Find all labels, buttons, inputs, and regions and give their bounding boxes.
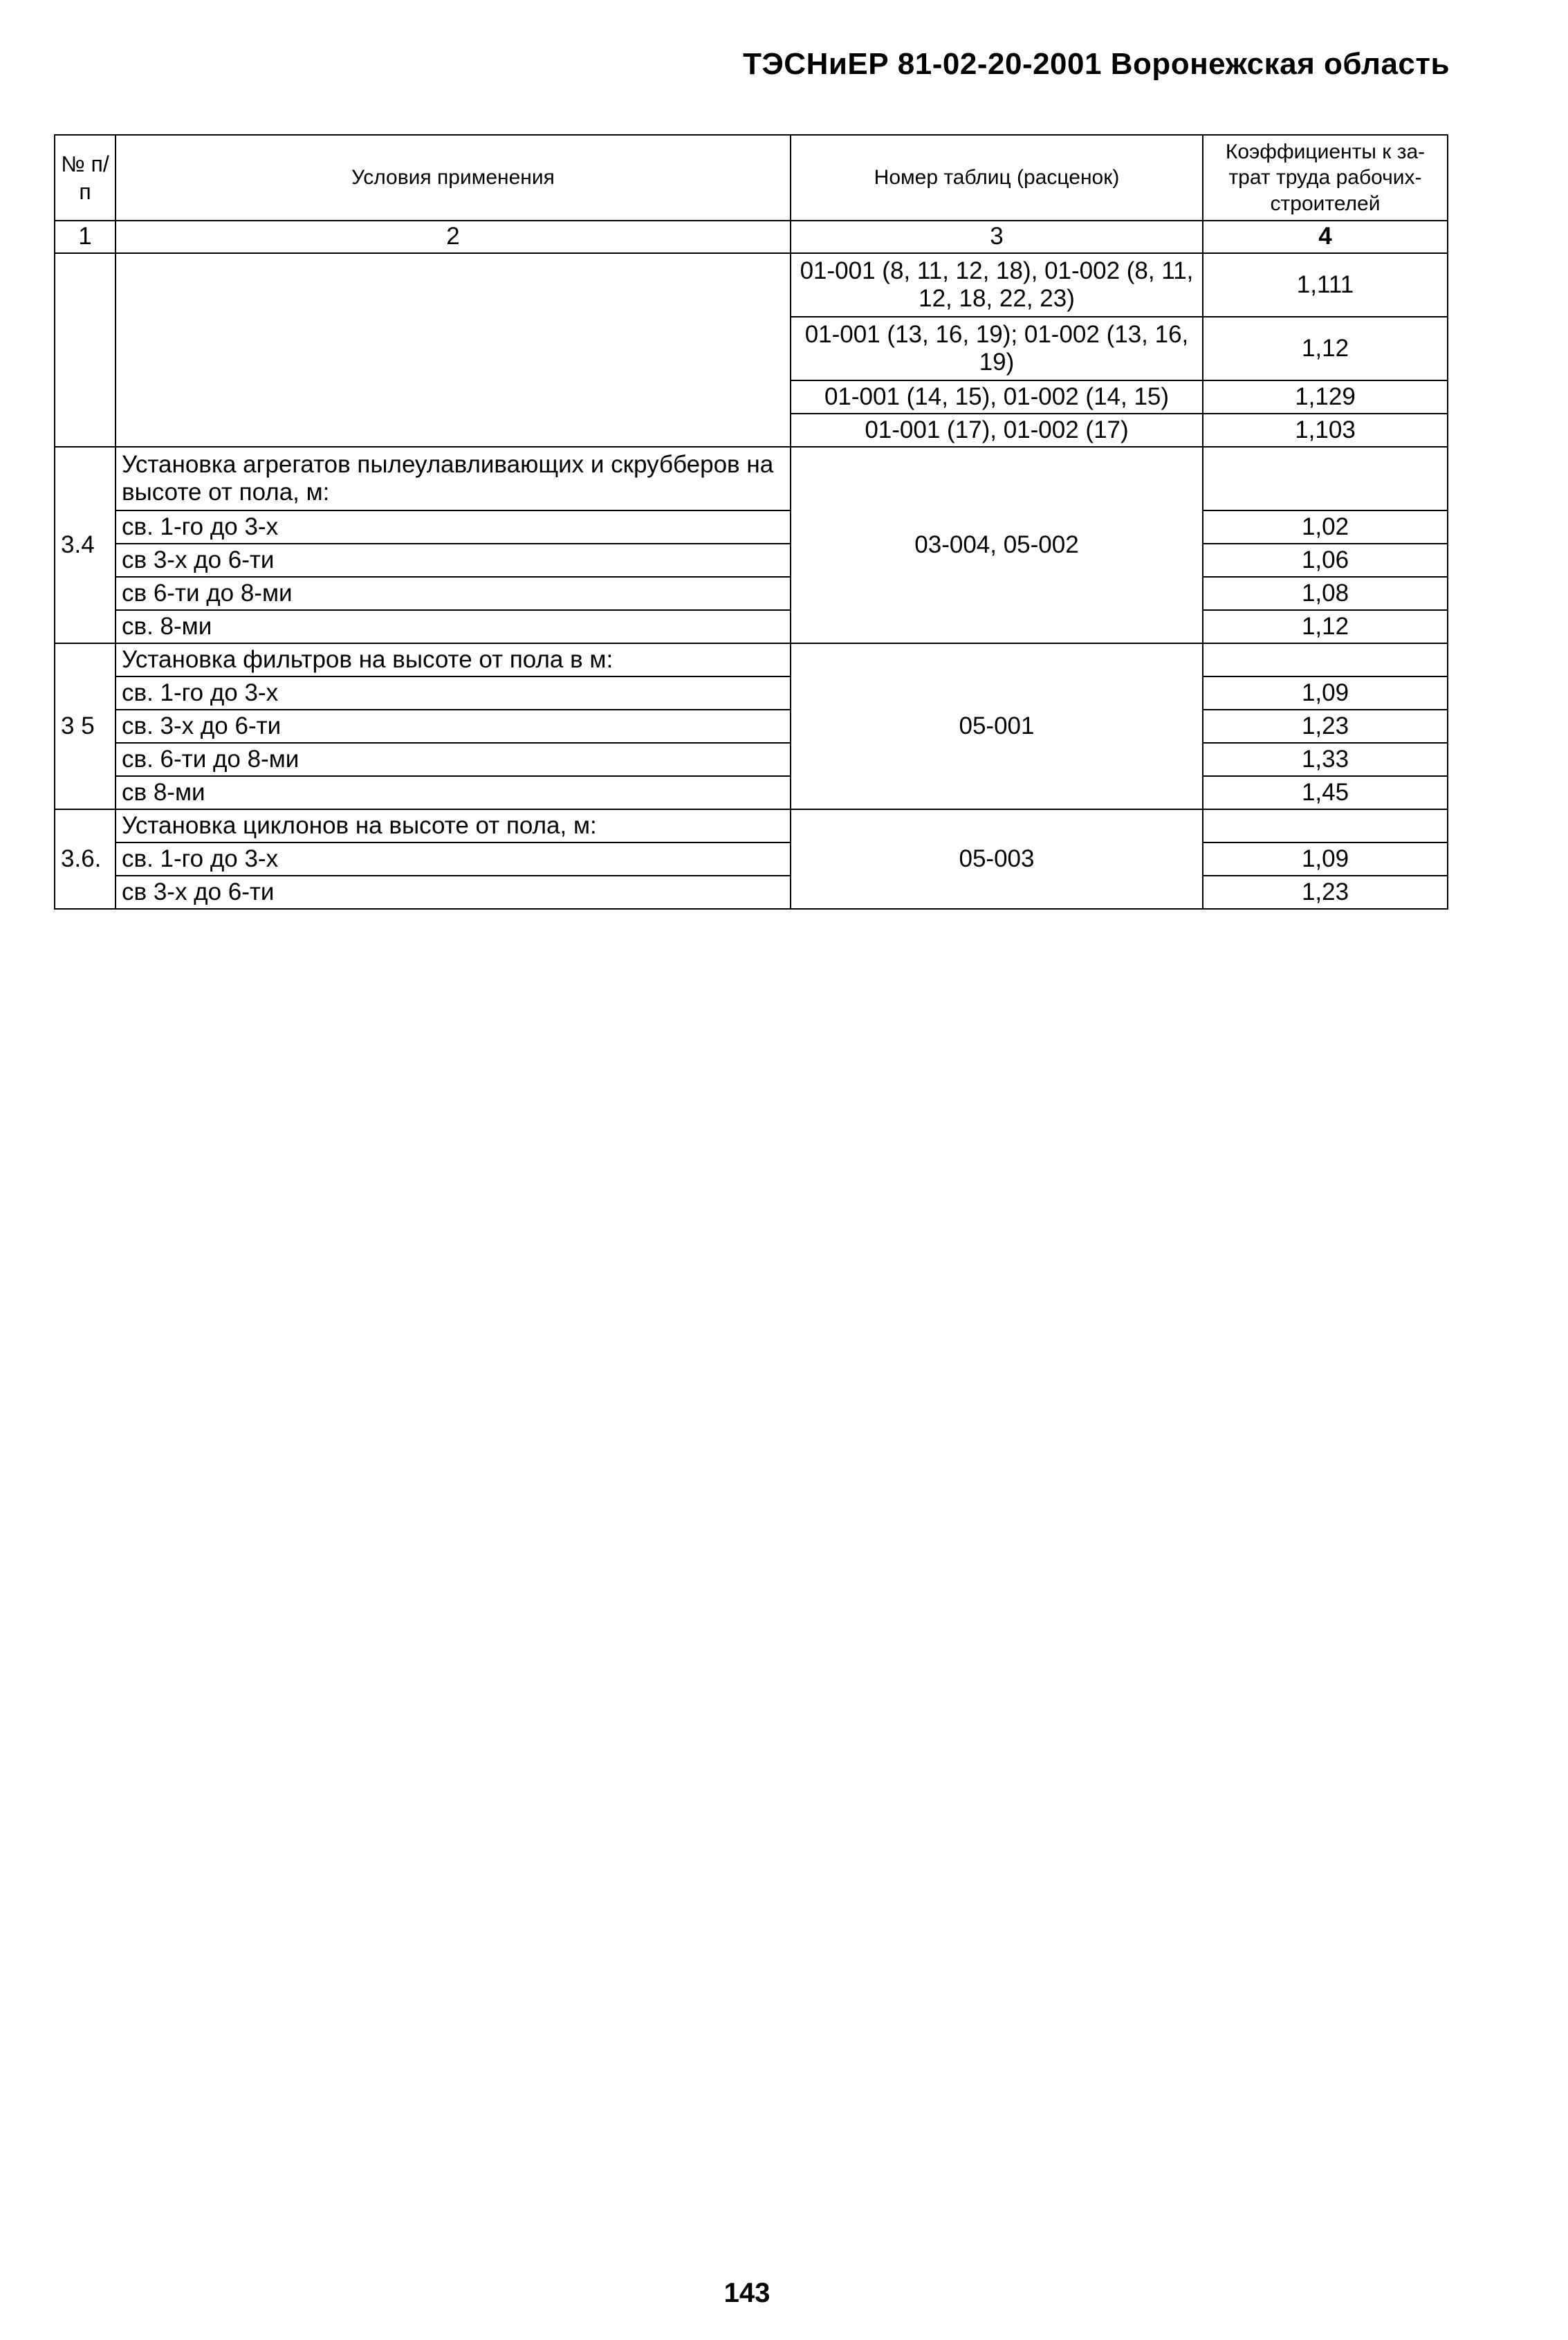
tables-cell: 01-001 (17), 01-002 (17) [791, 414, 1203, 447]
coef-cell: 1,09 [1203, 842, 1448, 876]
header-coef: Коэффициенты к за-трат труда рабочих-строителей [1203, 135, 1448, 221]
table-row [55, 544, 1448, 577]
section-number: 3.4 [55, 447, 116, 643]
coef-cell: 1,12 [1203, 317, 1448, 380]
section-number: 3.6. [55, 809, 116, 909]
coef-cell: 1,06 [1203, 544, 1448, 577]
coef-cell: 1,08 [1203, 577, 1448, 610]
table-row [55, 676, 1448, 710]
header-conditions: Условия применения [116, 135, 791, 221]
page-number: 143 [723, 2278, 771, 2308]
table-row [55, 510, 1448, 544]
section-title-row [55, 447, 1448, 510]
tables-cell: 01-001 (8, 11, 12, 18), 01-002 (8, 11, 12, 18, 22, 23) [791, 253, 1203, 317]
coef-cell: 1,23 [1203, 876, 1448, 909]
coef-cell: 1,23 [1203, 710, 1448, 743]
coef-cell-empty [1203, 447, 1448, 510]
table-row [55, 743, 1448, 776]
section-title-row [55, 809, 1448, 842]
condition-label: св. 8-ми [116, 610, 791, 643]
condition-label: св. 1-го до 3-х [116, 842, 791, 876]
num-cell-empty [55, 253, 116, 447]
condition-label: св. 6-ти до 8-ми [116, 743, 791, 776]
coef-cell: 1,09 [1203, 676, 1448, 710]
tables-cell: 01-001 (13, 16, 19); 01-002 (13, 16, 19) [791, 317, 1203, 380]
table-header-row [55, 135, 1448, 221]
section-title: Установка циклонов на высоте от пола, м: [116, 809, 791, 842]
tables-cell: 05-001 [791, 643, 1203, 809]
coef-cell: 1,103 [1203, 414, 1448, 447]
section-title: Установка фильтров на высоте от пола в м: [116, 643, 791, 676]
condition-label: св 6-ти до 8-ми [116, 577, 791, 610]
coef-cell: 1,33 [1203, 743, 1448, 776]
coef-cell: 1,111 [1203, 253, 1448, 317]
table-row [55, 577, 1448, 610]
table-row [55, 610, 1448, 643]
condition-label: св. 3-х до 6-ти [116, 710, 791, 743]
condition-label: св. 1-го до 3-х [116, 510, 791, 544]
tables-cell: 03-004, 05-002 [791, 447, 1203, 643]
section-title: Установка агрегатов пылеулавливающих и скрубберов на высоте от пола, м: [116, 447, 791, 510]
coefficients-table [54, 134, 1448, 910]
col-number: 4 [1203, 221, 1448, 253]
section-title-row [55, 643, 1448, 676]
table-row [55, 710, 1448, 743]
tables-cell: 05-003 [791, 809, 1203, 909]
coef-cell-empty [1203, 643, 1448, 676]
table-row [55, 842, 1448, 876]
header-tables: Номер таблиц (расценок) [791, 135, 1203, 221]
coef-cell: 1,45 [1203, 776, 1448, 809]
conditions-cell-empty [116, 253, 791, 447]
document-header: ТЭСНиЕР 81-02-20-2001 Воронежская область [743, 47, 1450, 81]
section-number: 3 5 [55, 643, 116, 809]
coef-cell: 1,12 [1203, 610, 1448, 643]
table-row [55, 253, 1448, 317]
col-number: 1 [55, 221, 116, 253]
coef-cell: 1,129 [1203, 380, 1448, 414]
tables-cell: 01-001 (14, 15), 01-002 (14, 15) [791, 380, 1203, 414]
coef-cell-empty [1203, 809, 1448, 842]
table-row [55, 776, 1448, 809]
condition-label: св 3-х до 6-ти [116, 544, 791, 577]
condition-label: св 8-ми [116, 776, 791, 809]
condition-label: св. 1-го до 3-х [116, 676, 791, 710]
column-number-row [55, 221, 1448, 253]
header-num: № п/п [55, 135, 116, 221]
col-number: 3 [791, 221, 1203, 253]
table-row [55, 876, 1448, 909]
coef-cell: 1,02 [1203, 510, 1448, 544]
condition-label: св 3-х до 6-ти [116, 876, 791, 909]
col-number: 2 [116, 221, 791, 253]
